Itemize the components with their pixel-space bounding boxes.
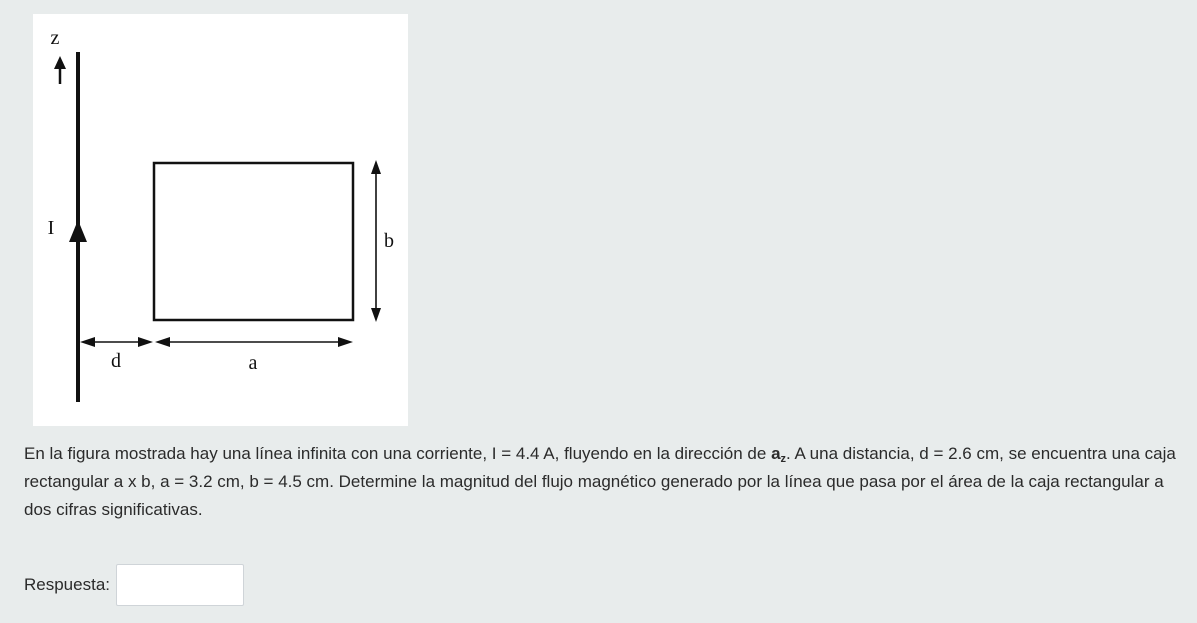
width-a-arrow-left-icon xyxy=(155,337,170,347)
answer-input[interactable] xyxy=(116,564,244,606)
rectangular-box xyxy=(154,163,353,320)
answer-row xyxy=(24,564,244,606)
question-text xyxy=(24,440,1189,524)
vector-a: a xyxy=(771,444,781,463)
z-axis-label: z xyxy=(50,27,60,49)
distance-d-arrow-left-icon xyxy=(80,337,95,347)
diagram-svg xyxy=(33,14,408,426)
height-b-label: b xyxy=(384,230,394,252)
current-direction-arrow-icon xyxy=(69,220,87,242)
z-axis-arrowhead-icon xyxy=(54,56,66,69)
vector-subscript-z: z xyxy=(780,453,787,465)
current-label: I xyxy=(47,217,55,239)
height-b-arrow-bottom-icon xyxy=(371,308,381,322)
answer-label: Respuesta: xyxy=(24,575,110,594)
diagram-figure xyxy=(33,14,408,426)
width-a-label: a xyxy=(248,352,258,374)
width-a-arrow-right-icon xyxy=(338,337,353,347)
question-text-part2: . A una distancia, d = 2.6 cm, se encuentra una caja rectangular a x b, a = 3.2 cm, b = 4.5 cm. Determine la magnitud del flujo magnético generado por la línea que pasa por el área de la caja rectangular a dos cifras significativas. xyxy=(24,444,1176,519)
distance-d-arrow-right-icon xyxy=(138,337,153,347)
distance-d-label: d xyxy=(111,350,121,372)
question-text-part1: En la figura mostrada hay una línea infinita con una corriente, I = 4.4 A, fluyendo en la dirección de xyxy=(24,444,772,463)
height-b-arrow-top-icon xyxy=(371,160,381,174)
